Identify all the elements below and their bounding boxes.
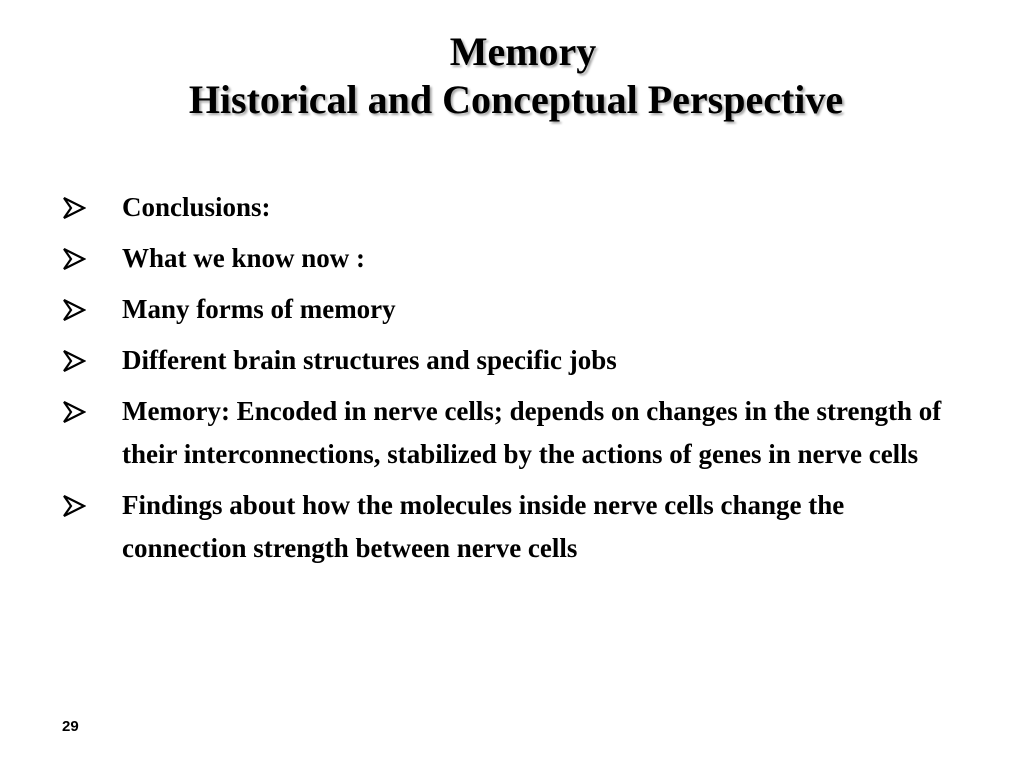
bullet-text: What we know now :	[122, 243, 366, 273]
arrowhead-bullet-icon	[62, 350, 86, 372]
bullet-text: Conclusions:	[122, 192, 271, 222]
arrowhead-bullet-icon	[62, 197, 86, 219]
bullet-item	[62, 339, 962, 382]
bullet-text: Memory: Encoded in nerve cells; depends on changes in the strength of their interconnections, stabilized by the actions of genes in nerve cells	[122, 396, 942, 469]
bullet-item	[62, 484, 962, 570]
bullet-item	[62, 186, 962, 229]
title-line-1: Memory	[449, 29, 597, 74]
bullet-item	[62, 390, 962, 476]
slide-title	[0, 28, 1024, 124]
bullet-text: Findings about how the molecules inside nerve cells change the connection strength between nerve cells	[122, 490, 845, 563]
bullet-list	[62, 186, 962, 578]
arrowhead-bullet-icon	[62, 401, 86, 423]
bullet-text: Many forms of memory	[122, 294, 396, 324]
arrowhead-bullet-icon	[62, 495, 86, 517]
arrowhead-bullet-icon	[62, 248, 86, 270]
page-number: 29	[62, 718, 79, 735]
bullet-text: Different brain structures and specific jobs	[122, 345, 617, 375]
arrowhead-bullet-icon	[62, 299, 86, 321]
bullet-item	[62, 237, 962, 280]
title-line-2: Historical and Conceptual Perspective	[188, 77, 844, 122]
bullet-item	[62, 288, 962, 331]
